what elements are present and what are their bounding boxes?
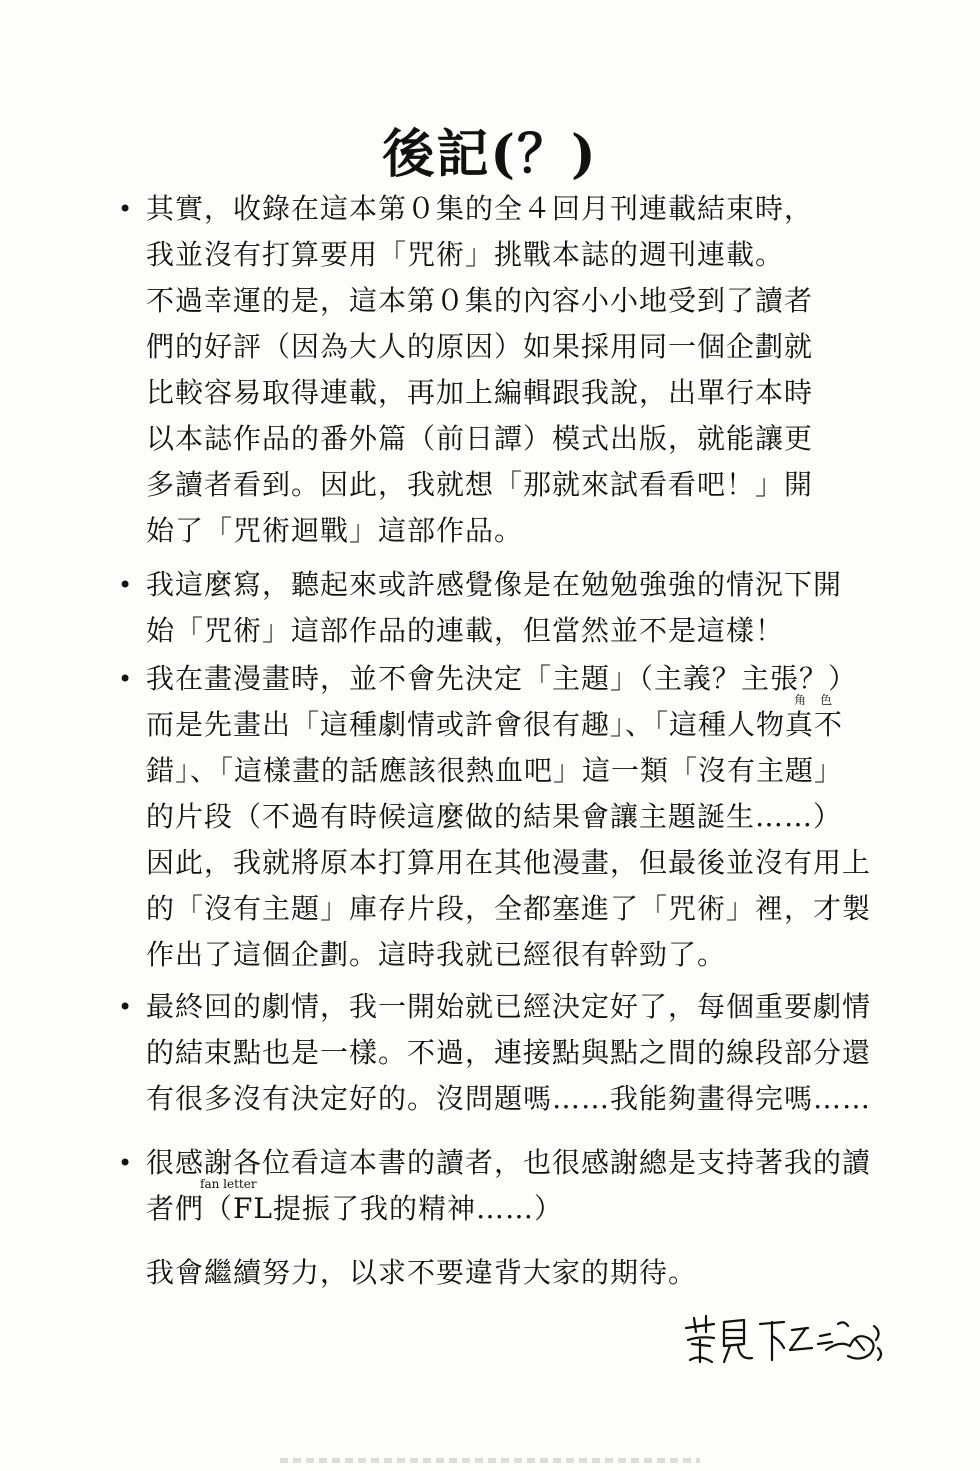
- text-line: 的「沒有主題」庫存片段，全都塞進了「咒術」裡，才製: [146, 892, 872, 925]
- text-line: 有很多沒有決定好的。沒問題嗎……我能夠畫得完嗎……: [146, 1082, 872, 1115]
- text-line: 始了「咒術迴戰」這部作品。: [146, 514, 524, 547]
- signature-image: [680, 1310, 890, 1370]
- paragraph-3: [118, 656, 918, 978]
- text-line: [118, 693, 918, 748]
- text-line: 們的好評（因為大人的原因）如果採用同一個企劃就: [146, 330, 814, 363]
- paragraph-5: [118, 1140, 918, 1232]
- ruby-annotation: 角色: [794, 693, 847, 707]
- text-line: • 最終回的劇情，我一開始就已經決定好了，每個重要劇情: [118, 984, 918, 1030]
- closing-line: 我會繼續努力，以求不要違背大家的期待。: [146, 1256, 698, 1289]
- paragraph-2: [118, 562, 918, 654]
- text-line: • 其實，收錄在這本第０集的全４回月刊連載結束時，: [118, 186, 918, 232]
- closing-paragraph: [118, 1250, 918, 1296]
- text-line: 錯」、「這樣畫的話應該很熱血吧」這一類「沒有主題」: [146, 754, 844, 787]
- text-line: 不過幸運的是，這本第０集的內容小小地受到了讀者: [146, 284, 814, 317]
- text-line-content: 者們（FL提振了我的精神……）: [146, 1192, 564, 1225]
- text-line: • 我在畫漫畫時，並不會先決定「主題」（主義？主張？）: [118, 656, 918, 702]
- ruby-annotation: fan letter: [200, 1177, 257, 1191]
- text-line: 我並沒有打算要用「咒術」挑戰本誌的週刊連載。: [146, 238, 785, 271]
- text-line: 的結束點也是一樣。不過，連接點與點之間的線段部分還: [146, 1036, 872, 1069]
- text-line: 始「咒術」這部作品的連載，但當然並不是這樣！: [146, 614, 785, 647]
- text-line: • 我這麼寫，聽起來或許感覺像是在勉勉強強的情況下開: [118, 562, 918, 608]
- text-line: 因此，我就將原本打算用在其他漫畫，但最後並沒有用上: [146, 846, 872, 879]
- text-line: 以本誌作品的番外篇（前日譚）模式出版，就能讓更: [146, 422, 814, 455]
- footer-bleed-through: [280, 1458, 700, 1463]
- paragraph-4: [118, 984, 918, 1122]
- page-title: 後記(？): [382, 124, 598, 185]
- text-line: 作出了這個企劃。這時我就已經很有幹勁了。: [146, 938, 727, 971]
- text-line: 多讀者看到。因此，我就想「那就來試看看吧！」開: [146, 468, 814, 501]
- text-line: 的片段（不過有時候這麼做的結果會讓主題誕生……）: [146, 800, 843, 833]
- text-line-content: 而是先畫出「這種劇情或許會很有趣」、「這種人物真不: [146, 708, 844, 741]
- text-line: • 很感謝各位看這本書的讀者，也很感謝總是支持著我的讀: [118, 1140, 918, 1186]
- text-line: 比較容易取得連載，再加上編輯跟我說，出單行本時: [146, 376, 814, 409]
- text-line: [118, 1177, 918, 1232]
- paragraph-1: [118, 186, 918, 554]
